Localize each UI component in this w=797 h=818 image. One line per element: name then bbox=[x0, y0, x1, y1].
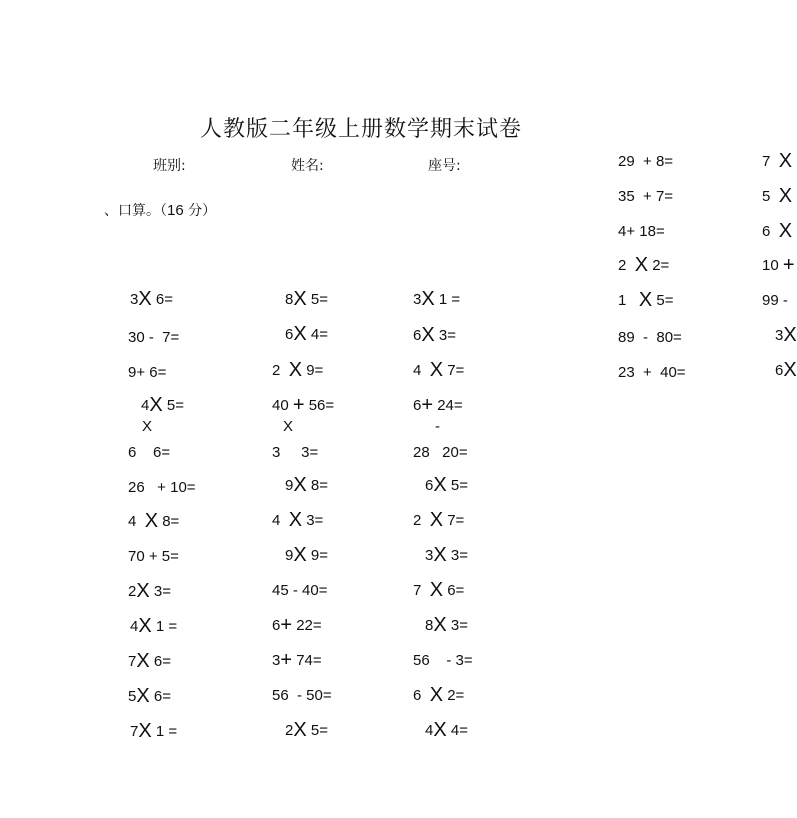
stray-mark: X bbox=[142, 418, 153, 435]
operator: + bbox=[292, 394, 305, 416]
arithmetic-problem bbox=[285, 290, 328, 309]
operand-right: 1 = bbox=[434, 291, 461, 308]
arithmetic-problem bbox=[272, 443, 318, 462]
operand-right: 3= bbox=[446, 547, 468, 564]
arithmetic-problem bbox=[762, 256, 795, 275]
section-points: 16 bbox=[167, 202, 184, 219]
operand-right: 74= bbox=[292, 652, 322, 669]
operand-left: 7 bbox=[130, 723, 139, 740]
arithmetic-problem bbox=[285, 476, 328, 495]
operand-left: 70 + 5= bbox=[128, 548, 179, 565]
operand-right: 9= bbox=[306, 547, 328, 564]
arithmetic-problem bbox=[272, 651, 322, 670]
arithmetic-problem bbox=[285, 546, 328, 565]
seat-label: 座号: bbox=[428, 158, 461, 174]
operand-left: 2 bbox=[285, 722, 294, 739]
operand-right: 5= bbox=[306, 291, 328, 308]
operand-left: 8 bbox=[425, 617, 434, 634]
arithmetic-problem bbox=[762, 222, 792, 241]
arithmetic-problem bbox=[128, 478, 196, 497]
operand-left: 28 20= bbox=[413, 444, 468, 461]
arithmetic-problem bbox=[128, 363, 166, 382]
operator: X bbox=[421, 324, 435, 346]
arithmetic-problem bbox=[762, 152, 792, 171]
operand-left: 30 - 7= bbox=[128, 329, 180, 346]
operator: X bbox=[136, 685, 150, 707]
arithmetic-problem bbox=[413, 686, 464, 705]
operator: X bbox=[144, 510, 159, 532]
operand-left: 23 + 40= bbox=[618, 364, 686, 381]
operator: + bbox=[280, 614, 293, 636]
arithmetic-problem bbox=[413, 581, 464, 600]
operand-left: 8 bbox=[285, 291, 294, 308]
arithmetic-problem bbox=[425, 546, 468, 565]
operand-right: 4= bbox=[306, 326, 328, 343]
operand-right: 56= bbox=[304, 397, 335, 414]
operand-left: 99 - bbox=[762, 292, 788, 309]
arithmetic-problem bbox=[618, 152, 673, 171]
operator: X bbox=[783, 324, 797, 346]
arithmetic-problem bbox=[775, 326, 797, 345]
operand-left: 5 bbox=[128, 688, 137, 705]
arithmetic-problem bbox=[413, 290, 460, 309]
arithmetic-problem bbox=[425, 476, 468, 495]
operand-left: 26 + 10= bbox=[128, 479, 196, 496]
operand-right: 22= bbox=[292, 617, 322, 634]
operator: X bbox=[634, 254, 649, 276]
arithmetic-problem bbox=[618, 187, 673, 206]
operand-left: 9 bbox=[285, 547, 294, 564]
operand-right: 6= bbox=[149, 688, 171, 705]
operand-right: 24= bbox=[433, 397, 463, 414]
operand-left: 4 bbox=[425, 722, 434, 739]
operator: X bbox=[138, 288, 152, 310]
operand-right: 9= bbox=[302, 362, 324, 379]
operator: X bbox=[429, 509, 444, 531]
operand-right: 7= bbox=[443, 362, 465, 379]
operator: X bbox=[288, 359, 303, 381]
arithmetic-problem bbox=[413, 361, 464, 380]
operand-left: 4 bbox=[141, 397, 150, 414]
operand-left: 40 bbox=[272, 397, 293, 414]
operator: X bbox=[638, 289, 653, 311]
arithmetic-problem bbox=[128, 687, 171, 706]
operator: X bbox=[778, 150, 793, 172]
arithmetic-problem bbox=[141, 396, 184, 415]
operator: X bbox=[429, 579, 444, 601]
operator: X bbox=[293, 323, 307, 345]
operand-left: 6 bbox=[413, 327, 422, 344]
arithmetic-problem bbox=[775, 361, 797, 380]
arithmetic-problem bbox=[618, 363, 686, 382]
operand-left: 56 - 50= bbox=[272, 687, 332, 704]
operand-right: 3= bbox=[302, 512, 324, 529]
operator: + bbox=[782, 254, 795, 276]
arithmetic-problem bbox=[618, 256, 669, 275]
operator: X bbox=[433, 474, 447, 496]
operand-left: 6 6= bbox=[128, 444, 171, 461]
arithmetic-problem bbox=[130, 722, 177, 741]
arithmetic-problem bbox=[272, 581, 327, 600]
operand-left: 6 bbox=[762, 223, 779, 240]
operand-left: 7 bbox=[413, 582, 430, 599]
name-label: 姓名: bbox=[291, 158, 324, 174]
operand-left: 89 - 80= bbox=[618, 329, 682, 346]
exam-title: 人教版二年级上册数学期末试卷 bbox=[200, 117, 523, 142]
operand-left: 6 bbox=[413, 397, 422, 414]
operator: + bbox=[280, 649, 293, 671]
operator: X bbox=[138, 720, 152, 742]
operand-left: 6 bbox=[413, 687, 430, 704]
operand-left: 4 bbox=[272, 512, 289, 529]
operand-right: 1 = bbox=[151, 618, 178, 635]
operand-right: 6= bbox=[151, 291, 173, 308]
operand-right: 7= bbox=[443, 512, 465, 529]
operand-right: 8= bbox=[158, 513, 180, 530]
arithmetic-problem bbox=[425, 721, 468, 740]
operand-left: 29 + 8= bbox=[618, 153, 674, 170]
operator: X bbox=[138, 615, 152, 637]
arithmetic-problem bbox=[272, 396, 334, 415]
section-heading bbox=[104, 200, 216, 220]
arithmetic-problem bbox=[272, 686, 332, 705]
operand-right: 5= bbox=[306, 722, 328, 739]
arithmetic-problem bbox=[413, 511, 464, 530]
operand-left: 3 bbox=[413, 291, 422, 308]
arithmetic-problem bbox=[285, 325, 328, 344]
operator: X bbox=[293, 544, 307, 566]
operand-left: 1 bbox=[618, 292, 639, 309]
operator: X bbox=[136, 650, 150, 672]
operand-left: 4 bbox=[128, 513, 145, 530]
arithmetic-problem bbox=[413, 396, 463, 415]
operand-left: 9 bbox=[285, 477, 294, 494]
arithmetic-problem bbox=[128, 512, 179, 531]
operator: X bbox=[421, 288, 435, 310]
arithmetic-problem bbox=[413, 443, 468, 462]
operand-left: 35 + 7= bbox=[618, 188, 674, 205]
operand-left: 6 bbox=[272, 617, 281, 634]
operator: X bbox=[778, 185, 793, 207]
arithmetic-problem bbox=[128, 328, 179, 347]
operator: + bbox=[421, 394, 434, 416]
arithmetic-problem bbox=[618, 328, 682, 347]
arithmetic-problem bbox=[272, 361, 323, 380]
operand-left: 2 bbox=[413, 512, 430, 529]
arithmetic-problem bbox=[272, 511, 323, 530]
operand-left: 3 bbox=[775, 327, 784, 344]
operand-left: 7 bbox=[762, 153, 779, 170]
arithmetic-problem bbox=[272, 616, 322, 635]
operand-left: 6 bbox=[425, 477, 434, 494]
operand-right: 6= bbox=[149, 653, 171, 670]
operand-left: 10 bbox=[762, 257, 783, 274]
arithmetic-problem bbox=[130, 617, 177, 636]
class-label: 班别: bbox=[153, 158, 186, 174]
operator: X bbox=[783, 359, 797, 381]
stray-mark: - bbox=[435, 418, 440, 435]
arithmetic-problem bbox=[128, 443, 170, 462]
arithmetic-problem bbox=[128, 582, 171, 601]
operand-left: 45 - 40= bbox=[272, 582, 328, 599]
operand-left: 2 bbox=[272, 362, 289, 379]
operand-right: 2= bbox=[443, 687, 465, 704]
operand-right: 5= bbox=[446, 477, 468, 494]
arithmetic-problem bbox=[762, 187, 792, 206]
arithmetic-problem bbox=[413, 326, 456, 345]
operand-right: 3= bbox=[149, 583, 171, 600]
arithmetic-problem bbox=[762, 291, 788, 310]
operand-right: 6= bbox=[443, 582, 465, 599]
operand-left: 9+ 6= bbox=[128, 364, 167, 381]
operand-right: 5= bbox=[652, 292, 674, 309]
operand-left: 3 3= bbox=[272, 444, 319, 461]
operator: X bbox=[293, 719, 307, 741]
arithmetic-problem bbox=[618, 291, 673, 310]
arithmetic-problem bbox=[128, 547, 179, 566]
operator: X bbox=[429, 359, 444, 381]
operand-left: 6 bbox=[775, 362, 784, 379]
arithmetic-problem bbox=[618, 222, 665, 241]
operator: X bbox=[433, 544, 447, 566]
operator: X bbox=[433, 719, 447, 741]
operand-right: 3= bbox=[446, 617, 468, 634]
arithmetic-problem bbox=[413, 651, 473, 670]
operator: X bbox=[778, 220, 793, 242]
arithmetic-problem bbox=[285, 721, 328, 740]
operand-left: 4 bbox=[413, 362, 430, 379]
operand-right: 8= bbox=[306, 477, 328, 494]
operand-left: 3 bbox=[425, 547, 434, 564]
arithmetic-problem bbox=[128, 652, 171, 671]
operand-right: 3= bbox=[434, 327, 456, 344]
operand-left: 3 bbox=[272, 652, 281, 669]
operand-right: 1 = bbox=[151, 723, 178, 740]
operator: X bbox=[293, 288, 307, 310]
section-suffix: 分） bbox=[183, 203, 217, 219]
operand-right: 4= bbox=[446, 722, 468, 739]
operand-left: 4 bbox=[130, 618, 139, 635]
operator: X bbox=[136, 580, 150, 602]
operand-left: 4+ 18= bbox=[618, 223, 665, 240]
arithmetic-problem bbox=[425, 616, 468, 635]
stray-mark: X bbox=[283, 418, 294, 435]
operand-right: 2= bbox=[648, 257, 670, 274]
operand-left: 7 bbox=[128, 653, 137, 670]
operand-right: 5= bbox=[162, 397, 184, 414]
operator: X bbox=[433, 614, 447, 636]
operand-left: 2 bbox=[128, 583, 137, 600]
operator: X bbox=[288, 509, 303, 531]
operand-left: 6 bbox=[285, 326, 294, 343]
section-prefix: 、口算。（ bbox=[104, 203, 167, 219]
operator: X bbox=[293, 474, 307, 496]
arithmetic-problem bbox=[130, 290, 173, 309]
operand-left: 2 bbox=[618, 257, 635, 274]
operator: X bbox=[149, 394, 163, 416]
operator: X bbox=[429, 684, 444, 706]
operand-left: 5 bbox=[762, 188, 779, 205]
operand-left: 3 bbox=[130, 291, 139, 308]
operand-left: 56 - 3= bbox=[413, 652, 473, 669]
